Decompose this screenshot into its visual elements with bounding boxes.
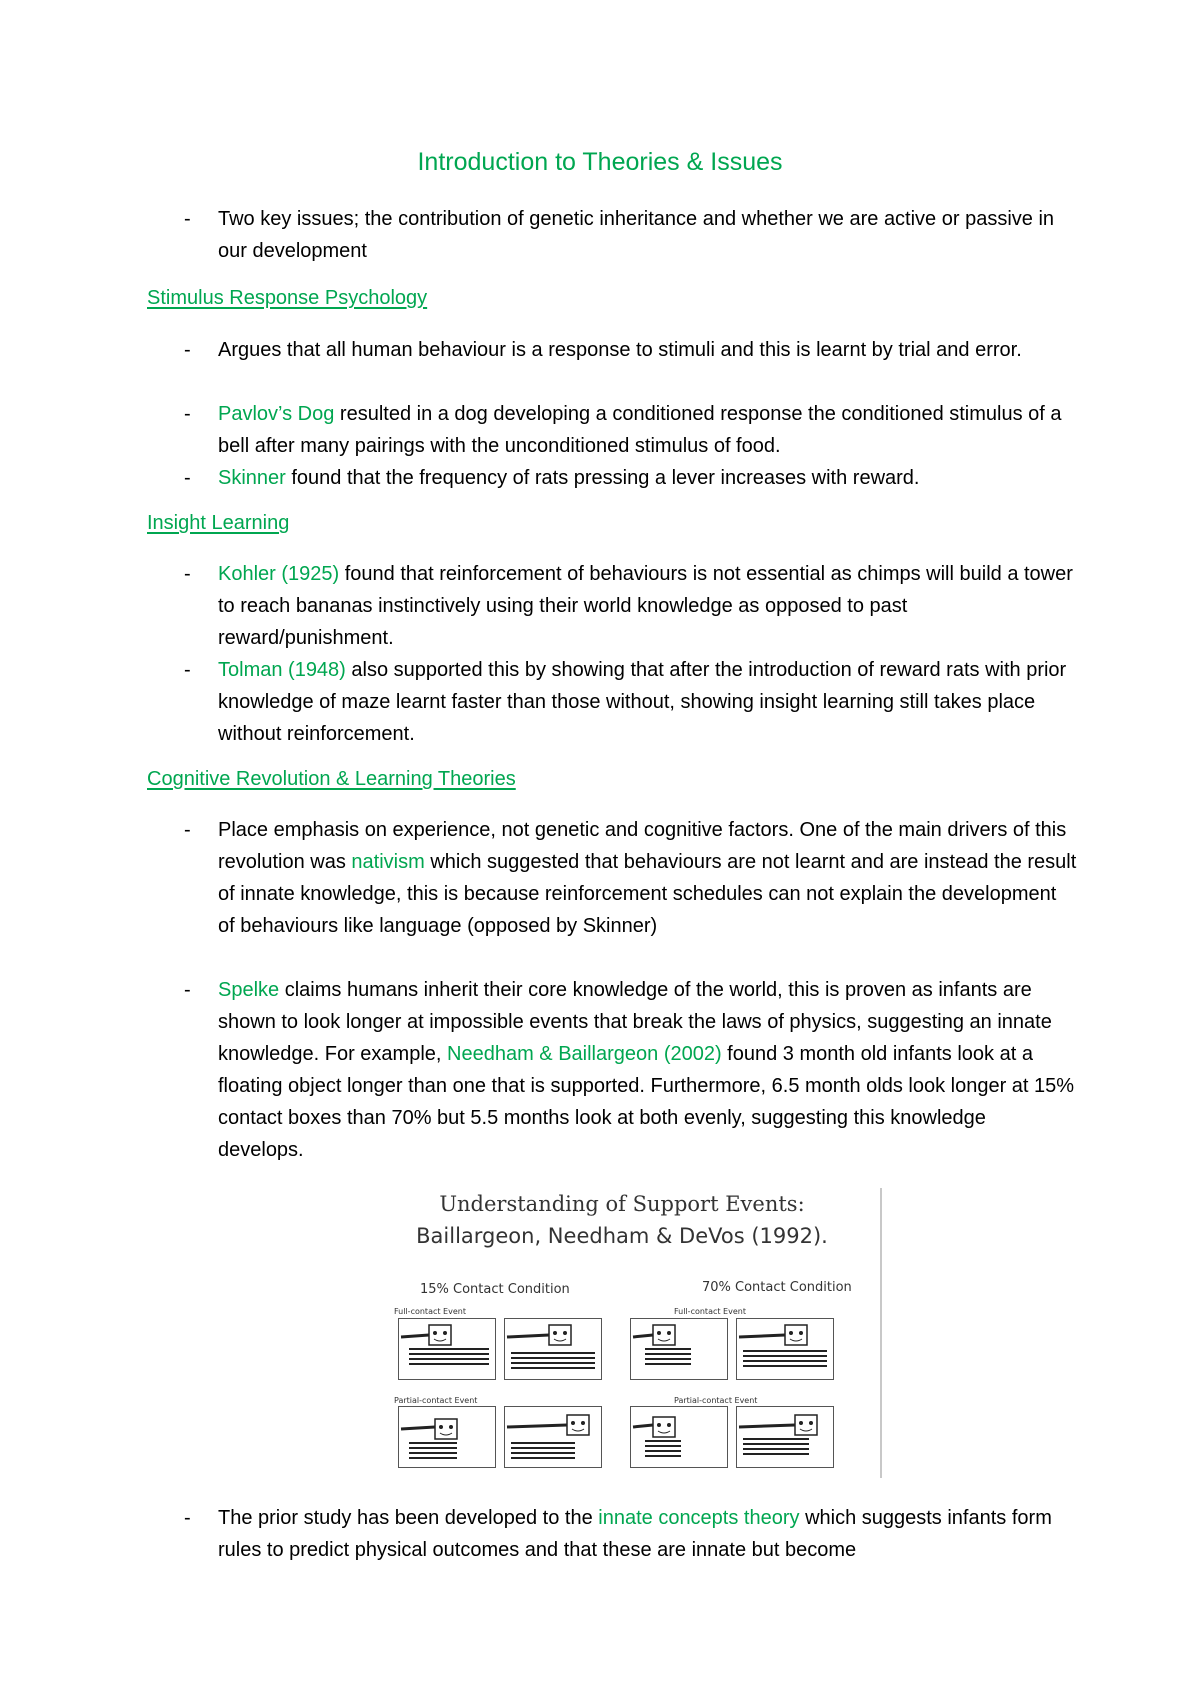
support-event-illustration: [737, 1407, 833, 1467]
bullet-text: [218, 558, 1077, 654]
illustration-panel: [630, 1406, 728, 1468]
bullet-body: which suggests infants form rules to predict physical outcomes and that these are innate but become: [218, 1507, 1052, 1561]
highlight-term: nativism: [351, 851, 425, 873]
bullet-dash: -: [184, 339, 191, 361]
right-full-event-label: Full-contact Event: [674, 1307, 746, 1316]
bullet-text: Two key issues; the contribution of genetic inheritance and whether we are active or passive in our development: [218, 208, 1055, 262]
bullet-dash: -: [184, 819, 191, 841]
bullet-body: found that reinforcement of behaviours is not essential as chimps will build a tower to reach bananas instinctively using their world knowledge as opposed to past reward/punishment.: [218, 563, 1073, 649]
illustration-panel: [504, 1406, 602, 1468]
bullet-dash: -: [184, 979, 191, 1001]
bullet-dash: -: [184, 403, 191, 425]
bullet-body: found that the frequency of rats pressing a lever increases with reward.: [285, 467, 920, 489]
figure-divider: [880, 1188, 882, 1478]
highlight-term: innate concepts theory: [598, 1507, 800, 1529]
bullet-text: Argues that all human behaviour is a response to stimuli and this is learnt by trial and error.: [218, 339, 1022, 361]
figure-subtitle: Baillargeon, Needham & DeVos (1992).: [416, 1224, 828, 1248]
illustration-panel: [398, 1406, 496, 1468]
highlight-name: Kohler (1925): [218, 563, 340, 585]
figure-title: Understanding of Support Events:: [439, 1192, 805, 1216]
illustration-panel: [630, 1318, 728, 1380]
section-heading-stimulus: Stimulus Response Psychology: [147, 287, 428, 309]
stimulus-bullet-3: [147, 462, 1077, 494]
bullet-text: [218, 1502, 1077, 1566]
support-event-illustration: [399, 1407, 495, 1467]
intro-bullet: [147, 203, 1077, 267]
support-event-illustration: [505, 1319, 601, 1379]
left-partial-event-label: Partial-contact Event: [394, 1396, 478, 1405]
illustration-panel: [736, 1406, 834, 1468]
insight-bullet-2: [147, 654, 1077, 750]
support-event-illustration: [505, 1407, 601, 1467]
illustration-panel: [398, 1318, 496, 1380]
bullet-body: claims humans inherit their core knowledge of the world, this is proven as infants are shown to look longer at impossible events that break the laws of physics, suggesting an innate knowledge. For example,: [218, 979, 1052, 1065]
support-event-illustration: [631, 1407, 727, 1467]
cognitive-bullet-3: [147, 1502, 1077, 1566]
bullet-body: found 3 month old infants look at a floating object longer than one that is supported. Furthermore, 6.5 month olds look longer at 15% contact boxes than 70% but 5.5 months look at both evenly, suggesting this knowledge develops.: [218, 1043, 1075, 1161]
bullet-text: [218, 462, 1077, 494]
bullet-body: which suggested that behaviours are not learnt and are instead the result of innate knowledge, this is because reinforcement schedules can not explain the development of behaviours like language (opposed by Skinner): [218, 851, 1077, 937]
bullet-dash: -: [184, 208, 191, 230]
bullet-text: [218, 654, 1077, 750]
illustration-panel: [736, 1318, 834, 1380]
stimulus-bullet-2: [147, 398, 1077, 462]
bullet-text: [218, 974, 1077, 1166]
right-condition-label: 70% Contact Condition: [702, 1280, 852, 1295]
left-condition-label: 15% Contact Condition: [420, 1282, 570, 1297]
highlight-citation: Needham & Baillargeon (2002): [447, 1043, 722, 1065]
bullet-body: Place emphasis on experience, not genetic and cognitive factors. One of the main drivers of this revolution was: [218, 819, 1067, 873]
section-heading-cognitive: Cognitive Revolution & Learning Theories: [147, 768, 516, 790]
highlight-name: Tolman (1948): [218, 659, 346, 681]
bullet-text: [218, 814, 1077, 942]
illustration-panel: [504, 1318, 602, 1380]
cognitive-bullet-1: [147, 814, 1077, 942]
bullet-text: [218, 398, 1077, 462]
cognitive-bullet-2: [147, 974, 1077, 1166]
bullet-body: The prior study has been developed to the: [218, 1507, 599, 1529]
support-events-figure: [392, 1188, 890, 1478]
bullet-dash: -: [184, 1507, 191, 1529]
insight-bullet-1: [147, 558, 1077, 654]
bullet-body: resulted in a dog developing a conditioned response the conditioned stimulus of a bell after many pairings with the unconditioned stimulus of food.: [218, 403, 1062, 457]
highlight-name: Spelke: [218, 979, 280, 1001]
page-title: Introduction to Theories & Issues: [417, 148, 783, 176]
support-event-illustration: [399, 1319, 495, 1379]
section-heading-insight: Insight Learning: [147, 512, 290, 534]
support-event-illustration: [631, 1319, 727, 1379]
right-partial-event-label: Partial-contact Event: [674, 1396, 758, 1405]
support-event-illustration: [737, 1319, 833, 1379]
highlight-name: Skinner: [218, 467, 286, 489]
bullet-body: also supported this by showing that after the introduction of reward rats with prior knowledge of maze learnt faster than those without, showing insight learning still takes place without reinforcement.: [218, 659, 1067, 745]
left-full-event-label: Full-contact Event: [394, 1307, 466, 1316]
bullet-dash: -: [184, 563, 191, 585]
highlight-name: Pavlov’s Dog: [218, 403, 335, 425]
bullet-dash: -: [184, 659, 191, 681]
stimulus-bullet-1: [147, 334, 1077, 366]
bullet-dash: -: [184, 467, 191, 489]
